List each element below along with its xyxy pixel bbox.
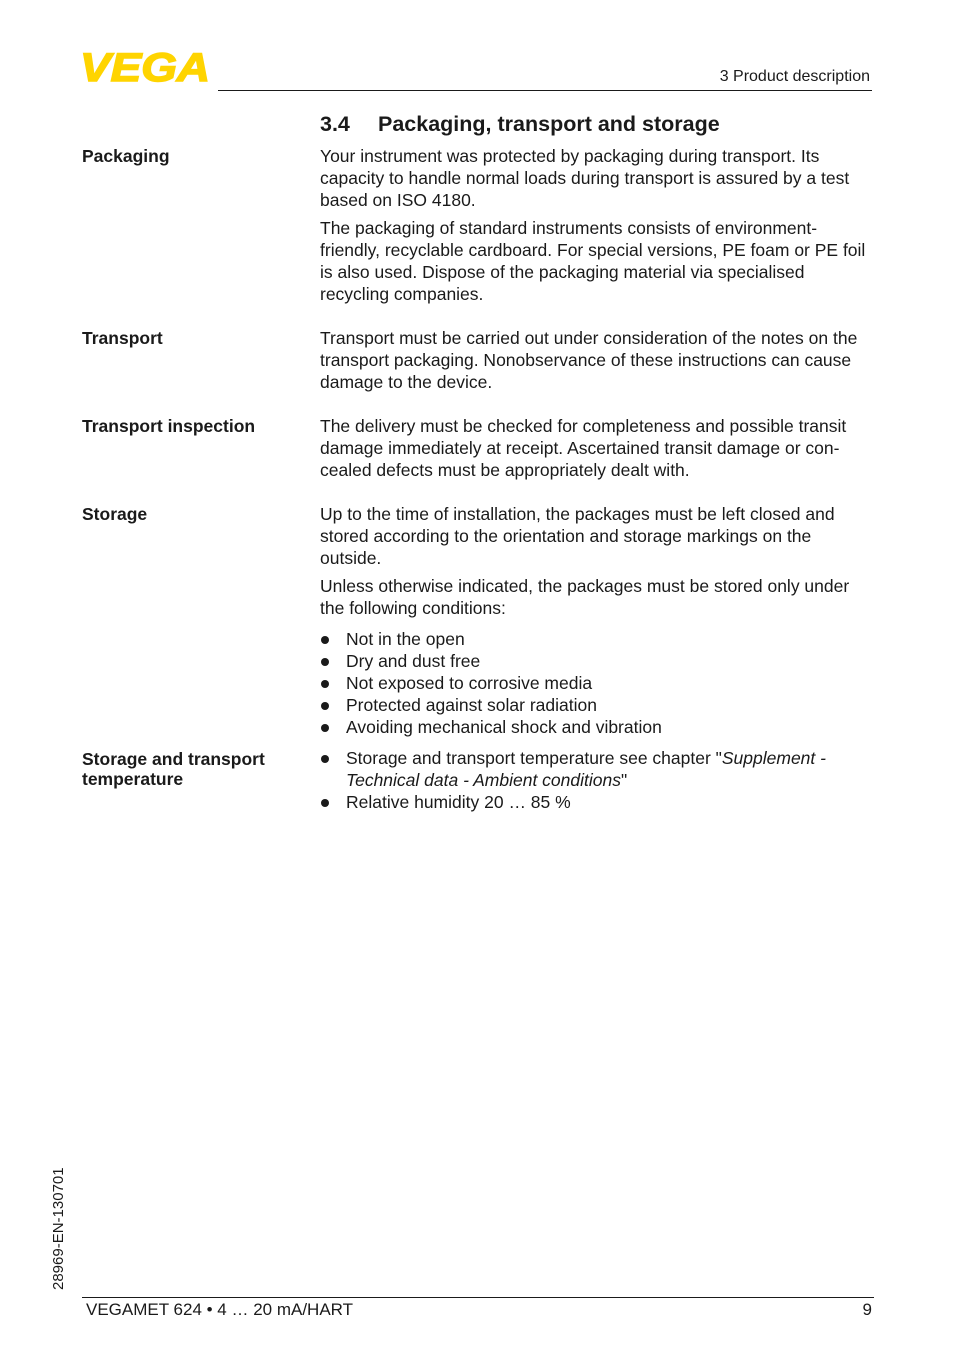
storage-conditions-list — [320, 628, 876, 738]
packaging-paragraph-2: The packaging of standard instruments consists of environment-friendly, recyclable cardboard. For special versions, PE foam or PE foil is also used. Dispose of the packaging material via specialised recycling companies. — [320, 218, 866, 304]
label-transport: Transport — [82, 328, 163, 348]
section-title: Packaging, transport and storage — [378, 112, 720, 136]
packaging-text — [320, 145, 876, 311]
label-packaging: Packaging — [82, 146, 170, 166]
temperature-text — [320, 747, 876, 813]
transport-paragraph: Transport must be carried out under consideration of the notes on the transport packaging. Nonobservance of these instructions can cause damage to the device. — [320, 328, 858, 392]
footer-divider — [82, 1297, 874, 1298]
transport-text — [320, 327, 876, 399]
bullet-icon — [321, 636, 329, 644]
label-line-1: Storage and transport — [82, 749, 265, 769]
inspection-paragraph: The delivery must be checked for completeness and possible transit damage immediately at receipt. Ascertained transit damage or con-cealed defects must be appropriately dealt with. — [320, 416, 847, 480]
document-code: 28969-EN-130701 — [50, 1167, 67, 1290]
bullet-icon — [321, 755, 329, 763]
bullet-icon — [321, 799, 329, 807]
list-item: Relative humidity 20 … 85 % — [320, 791, 876, 813]
label-storage-transport-temperature — [82, 749, 265, 789]
packaging-paragraph-1: Your instrument was protected by packaging during transport. Its capacity to handle normal loads during transport is assured by a test based on ISO 4180. — [320, 146, 850, 210]
page-number: 9 — [862, 1300, 872, 1319]
inspection-text — [320, 415, 876, 487]
temperature-list — [320, 747, 876, 813]
list-item: Storage and transport temperature see chapter "Supplement - Technical data - Ambient conditions" — [320, 747, 876, 791]
section-heading — [320, 112, 720, 137]
list-item: Avoiding mechanical shock and vibration — [320, 716, 876, 738]
footer-product: VEGAMET 624 • 4 … 20 mA/HART — [86, 1300, 354, 1319]
section-number: 3.4 — [320, 112, 350, 136]
storage-text — [320, 503, 876, 738]
header-divider — [218, 90, 872, 91]
list-item: Not in the open — [320, 628, 876, 650]
vega-logo-text: VEGA — [80, 50, 210, 84]
chapter-reference: Supplement - Technical data - Ambient conditions — [346, 748, 826, 790]
bullet-icon — [321, 680, 329, 688]
list-item: Not exposed to corrosive media — [320, 672, 876, 694]
storage-paragraph-1: Up to the time of installation, the packages must be left closed and stored according to the orientation and storage markings on the outside. — [320, 504, 835, 568]
header-section-title: 3 Product description — [719, 68, 870, 85]
label-line-2: temperature — [82, 769, 184, 789]
label-transport-inspection: Transport inspection — [82, 416, 256, 436]
label-storage: Storage — [82, 504, 148, 524]
bullet-icon — [321, 724, 329, 732]
bullet-icon — [321, 658, 329, 666]
vega-logo — [80, 50, 212, 84]
list-item: Protected against solar radiation — [320, 694, 876, 716]
bullet-icon — [321, 702, 329, 710]
storage-paragraph-2: Unless otherwise indicated, the packages must be stored only under the following conditions: — [320, 576, 850, 618]
list-item: Dry and dust free — [320, 650, 876, 672]
